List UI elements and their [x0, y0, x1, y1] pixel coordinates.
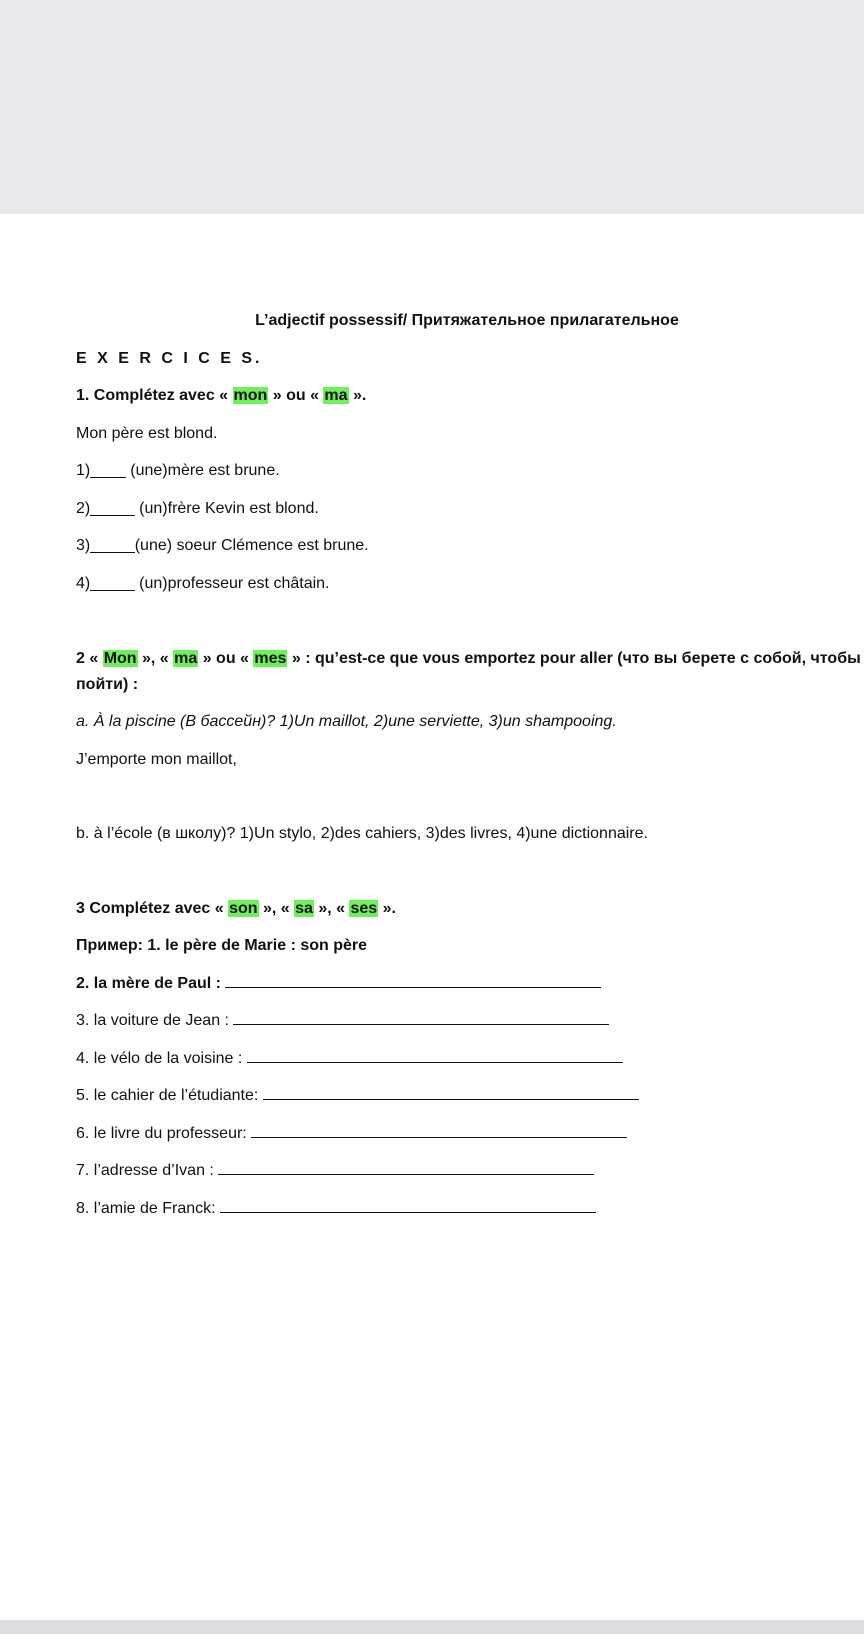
exercise-3-item-label: 2. la mère de Paul : — [76, 975, 226, 992]
exercise-2-heading — [76, 648, 861, 670]
exercise-3-item — [76, 1198, 596, 1220]
answer-blank[interactable] — [263, 1085, 639, 1100]
highlight-ma: ma — [174, 650, 198, 667]
answer-blank[interactable] — [220, 1198, 596, 1213]
ex3-heading-text: 3 Complétez avec « — [76, 900, 229, 917]
ex2-heading-text: » ou « — [198, 650, 254, 667]
answer-blank[interactable] — [251, 1123, 627, 1138]
exercise-3-item — [76, 1123, 627, 1145]
exercise-1-item: 1)____ (une)mère est brune. — [76, 462, 280, 479]
exercise-2-part-a: a. À la piscine (В бассейн)? 1)Un maillot, 2)une serviette, 3)un shampooing. — [76, 713, 617, 730]
exercise-3-item-label: 7. l’adresse d’Ivan : — [76, 1162, 219, 1179]
answer-blank[interactable] — [247, 1048, 623, 1063]
ex2-heading-text: », « — [137, 650, 174, 667]
ex2-heading-text: » : qu’est-ce que vous emportez pour aller (что вы берете с собой, чтобы — [287, 650, 861, 667]
answer-blank[interactable] — [218, 1160, 594, 1175]
ex1-heading-text: 1. Complétez avec « — [76, 387, 233, 404]
exercise-1-example: Mon père est blond. — [76, 425, 218, 442]
exercise-3-item — [76, 1085, 639, 1107]
exercise-3-item-label: 5. le cahier de l’étudiante: — [76, 1087, 263, 1104]
highlight-mes: mes — [254, 650, 287, 667]
top-gray-band — [0, 0, 864, 214]
exercise-1-item: 2)_____ (un)frère Kevin est blond. — [76, 500, 319, 517]
ex2-heading-text: 2 « — [76, 650, 103, 667]
exercise-2-heading-line2: пойти) : — [76, 676, 139, 693]
ex3-heading-text: », « — [313, 900, 350, 917]
document-page — [0, 214, 864, 1620]
exercise-3-item — [76, 973, 601, 995]
highlight-mon: Mon — [103, 650, 137, 667]
ex3-heading-text: », « — [258, 900, 295, 917]
exercise-3-item-label: 8. l’amie de Franck: — [76, 1200, 221, 1217]
exercise-1-heading — [76, 385, 366, 407]
exercise-3-item-label: 4. le vélo de la voisine : — [76, 1050, 247, 1067]
exercise-2-answer-a: J’emporte mon maillot, — [76, 751, 237, 768]
ex1-heading-text: » ou « — [268, 387, 324, 404]
highlight-son: son — [229, 900, 258, 917]
ex1-heading-text: ». — [348, 387, 367, 404]
exercise-3-item-label: 3. la voiture de Jean : — [76, 1012, 234, 1029]
exercise-2-part-b: b. à l’école (в школу)? 1)Un stylo, 2)des cahiers, 3)des livres, 4)une dictionnaire. — [76, 825, 648, 842]
exercise-1-item: 3)_____(une) soeur Clémence est brune. — [76, 537, 369, 554]
exercise-3-item — [76, 1048, 623, 1070]
highlight-ma: ma — [324, 387, 348, 404]
highlight-sa: sa — [295, 900, 313, 917]
ex3-heading-text: ». — [378, 900, 396, 917]
bottom-gray-band — [0, 1620, 864, 1634]
highlight-mon: mon — [233, 387, 268, 404]
exercise-1-item: 4)_____ (un)professeur est châtain. — [76, 575, 330, 592]
exercise-3-item — [76, 1160, 594, 1182]
exercise-3-example: Пример: 1. le père de Marie : son père — [76, 937, 368, 954]
exercise-3-item — [76, 1010, 609, 1032]
answer-blank[interactable] — [233, 1010, 609, 1025]
exercise-3-heading — [76, 898, 396, 920]
highlight-ses: ses — [350, 900, 378, 917]
exercices-label: E X E R C I C E S. — [76, 350, 263, 367]
document-title: L’adjectif possessif/ Притяжательное прилагательное — [255, 312, 679, 329]
answer-blank[interactable] — [225, 973, 601, 988]
exercise-3-item-label: 6. le livre du professeur: — [76, 1125, 252, 1142]
